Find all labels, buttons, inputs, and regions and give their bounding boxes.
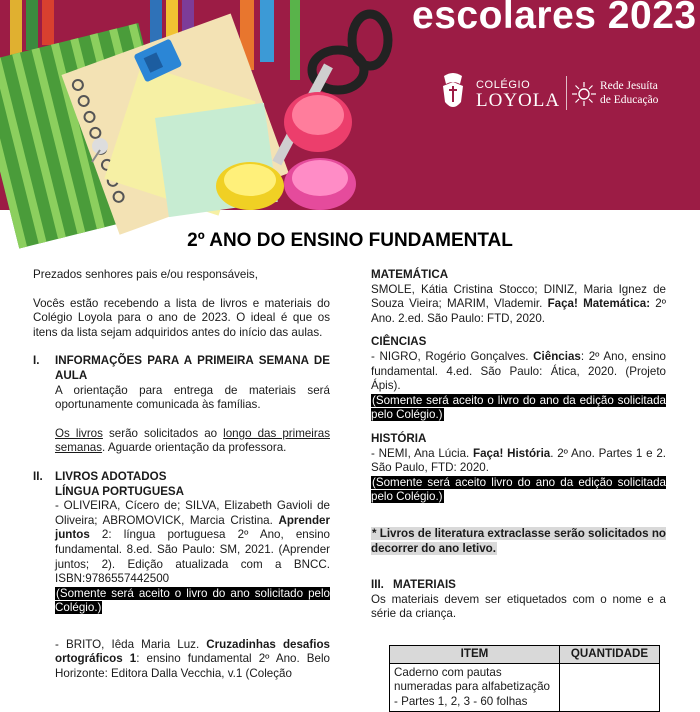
book1-details: 2: língua portuguesa 2º Ano, ensino fundamental. 8.ed. São Paulo: SM, 2021. (Aprender juntos; 2). Edição atualizada com a BNCC. ISBN:9786557442500 — [55, 528, 330, 586]
section-3-number: III. — [371, 578, 384, 592]
book1-title: Aprender juntos — [55, 513, 330, 542]
logo-colegio-text: COLÉGIO — [476, 79, 531, 91]
book1-note-block — [33, 587, 330, 616]
table-row — [390, 663, 660, 712]
section-1-text: A orientação para entrega de materiais será oportunamente comunicada às famílias. — [55, 383, 330, 412]
header-banner — [0, 0, 700, 210]
table-cell-qty — [560, 663, 660, 712]
materials-table — [389, 645, 660, 712]
books-notice-part4: . Aguarde orientação da professora. — [102, 441, 287, 455]
book2-details: : ensino fundamental 2º Ano. Belo Horizonte: Editora Dalla Vecchia, v.1 (Coleção — [55, 652, 330, 681]
mat-title: Faça! Matemática: — [547, 297, 651, 311]
mat-details: 2º Ano. 2.ed. São Paulo: FTD, 2020. — [371, 297, 666, 325]
book2-authors: - BRITO, Iêda Maria Luz. — [55, 637, 207, 651]
section-2-heading — [33, 470, 330, 485]
subject-historia: HISTÓRIA — [371, 431, 427, 445]
left-column — [33, 268, 330, 682]
loyola-crest-icon — [440, 72, 466, 112]
cien-note: (Somente será aceito o livro do ano da edição solicitada pelo Colégio.) — [371, 393, 666, 422]
section-3-heading — [371, 578, 666, 593]
materials-table-header — [390, 646, 660, 664]
book2-title: Cruzadinhas desafios ortográficos 1 — [55, 637, 330, 666]
school-supplies-illustration — [0, 0, 400, 210]
section-2-title: LIVROS ADOTADOS — [55, 469, 167, 483]
book-faca-historia — [371, 447, 666, 476]
section-1-heading — [33, 354, 330, 383]
section-1-number: I. — [33, 354, 40, 368]
hist-note: (Somente será aceito livro do ano da edição solicitada pelo Colégio.) — [371, 475, 666, 504]
hist-authors: - NEMI, Ana Lúcia. — [371, 446, 474, 460]
cien-note-block — [371, 394, 666, 423]
cien-authors: - NIGRO, Rogério Gonçalves. — [371, 349, 534, 363]
literature-note-block — [371, 527, 666, 556]
hist-title: Faça! História — [473, 446, 551, 460]
books-notice-part2: serão solicitados ao — [102, 426, 224, 440]
rede-jesuita-line2: de Educação — [600, 94, 659, 106]
col-qty-header: QUANTIDADE — [560, 646, 660, 664]
literature-note: * Livros de literatura extraclasse serão solicitados no decorrer do ano letivo. — [371, 526, 666, 555]
subject-lingua-portuguesa: LÍNGUA PORTUGUESA — [55, 484, 185, 498]
rede-jesuita-line1: Rede Jesuíta — [600, 80, 658, 92]
logos-group — [440, 70, 700, 114]
mat-authors: SMOLE, Kátia Cristina Stocco; DINIZ, Maria Ignez de Souza Vieira; MARIM, Vlademir. — [371, 282, 666, 311]
book-faca-matematica — [371, 283, 666, 327]
book-ciencias — [371, 350, 666, 394]
books-notice-part1: Os livros — [55, 426, 103, 440]
rede-jesuita-sun-icon — [572, 82, 596, 106]
cien-title: Ciências — [533, 349, 581, 363]
book1-note: (Somente será aceito o livro do ano solicitado pelo Colégio.) — [55, 586, 330, 615]
logo-loyola-text: LOYOLA — [476, 90, 561, 111]
hist-note-block — [371, 476, 666, 505]
section-2-number: II. — [33, 469, 43, 483]
logo-divider — [566, 76, 567, 110]
cien-details: : 2º Ano, ensino fundamental. 4.ed. São Paulo: Ática, 2020. (Projeto Ápis). — [371, 349, 666, 393]
table-cell-item: Caderno com pautas numeradas para alfabetização - Partes 1, 2, 3 - 60 folhas — [390, 663, 560, 712]
hist-details: . 2º Ano. Partes 1 e 2. São Paulo, FTD: 2020. — [371, 446, 666, 475]
books-notice-part3: longo das primeiras semanas — [55, 426, 330, 455]
book-cruzadinhas — [33, 638, 330, 682]
col-item-header: ITEM — [390, 646, 560, 664]
greeting-text: Prezados senhores pais e/ou responsáveis, — [33, 268, 258, 281]
document-title: 2º ANO DO ENSINO FUNDAMENTAL — [187, 230, 513, 251]
right-column — [371, 268, 666, 622]
subject-matematica: MATEMÁTICA — [371, 268, 449, 281]
section-3-title: MATERIAIS — [393, 578, 456, 592]
subject-ciencias: CIÊNCIAS — [371, 335, 427, 349]
intro-paragraph: Vocês estão recebendo a lista de livros e materiais do Colégio Loyola para o ano de 2023. O ideal é que os itens da lista sejam adquiridos antes do início das aulas. — [33, 296, 330, 339]
section-1-title: INFORMAÇÕES PARA A PRIMEIRA SEMANA DE AULA — [55, 354, 330, 382]
banner-title: escolares 2023 — [412, 0, 697, 37]
book-aprender-juntos — [33, 499, 330, 587]
book1-authors: - OLIVEIRA, Cícero de; SILVA, Elizabeth Gavioli de Oliveira; ABROMOVICK, Marcia Cristina. — [55, 499, 330, 527]
books-notice — [33, 427, 330, 456]
section-3-text: Os materiais devem ser etiquetados com o nome e a série da criança. — [371, 592, 666, 621]
